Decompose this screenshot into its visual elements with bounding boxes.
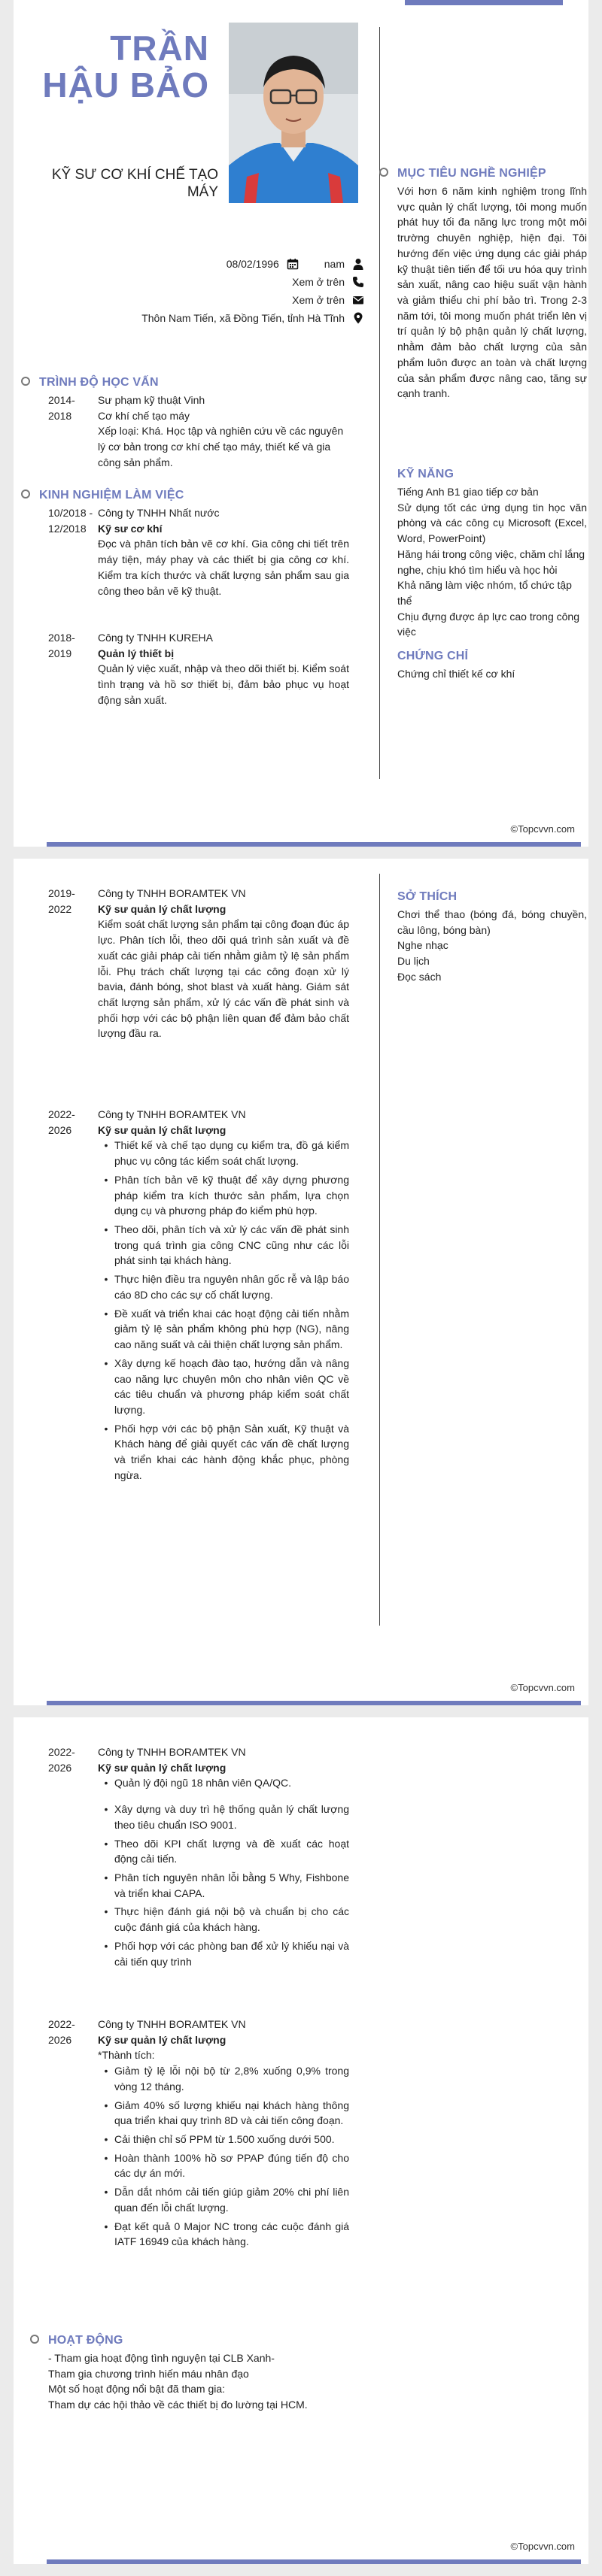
page-sheet (14, 859, 588, 1705)
experience-entry (48, 1107, 349, 1487)
education-title-text: TRÌNH ĐỘ HỌC VẤN (39, 376, 159, 389)
experience-date: 2022-2026 (48, 2018, 75, 2046)
education-school: Sư phạm kỹ thuật Vinh (98, 394, 205, 406)
bullet-text: Giảm tỷ lệ lỗi nội bộ từ 2,8% xuống 0,9% trong vòng 12 tháng. (114, 2065, 349, 2093)
contact-row-email (134, 293, 364, 308)
education-date: 2014-2018 (48, 394, 75, 422)
bullet-text: Thiết kế và chế tạo dụng cụ kiểm tra, đồ gá kiểm phục vụ công tác kiểm soát chất lượng. (114, 1139, 349, 1168)
experience-description: Đọc và phân tích bản vẽ cơ khí. Gia công chi tiết trên máy tiện, máy phay và các thiết bị gia công cơ khí. Kiểm tra kích thước và chất lượng sản phẩm sau gia công theo bản vẽ kỹ thuật. (98, 538, 349, 597)
experience-bullet: • Thiết kế và chế tạo dụng cụ kiểm tra, đồ gá kiểm phục vụ công tác kiểm soát chất lượng. (98, 1138, 349, 1168)
experience-section-title (39, 487, 184, 505)
job-title: KỸ SƯ CƠ KHÍ CHẾ TẠO MÁY (51, 167, 218, 200)
bullet-text: Hoàn thành 100% hồ sơ PPAP đúng tiến độ cho các dự án mới. (114, 2151, 349, 2180)
footer-watermark: ©Topcvvn.com (510, 2540, 575, 2552)
hobby-item: Đọc sách (397, 970, 442, 983)
bullet-text: Phối hợp với các phòng ban để xử lý khiếu nại và cải tiến quy trình (114, 1939, 349, 1968)
experience-bullet: • Phối hợp với các bộ phận Sản xuất, Kỹ thuật và Khách hàng để giải quyết các vấn đề chất lượng và triển khai các hành động khắc phục, phòng ngừa. (98, 1421, 349, 1483)
hobby-item: Du lịch (397, 955, 430, 968)
top-accent-bar (405, 0, 563, 5)
experience-date: 2022-2026 (48, 1746, 75, 1774)
experience-date: 10/2018 - 12/2018 (48, 507, 93, 535)
hobbies-section-title (397, 889, 457, 906)
experience-title-text: KINH NGHIỆM LÀM VIỆC (39, 489, 184, 502)
section-bullet (379, 168, 388, 177)
bullet-text: Xây dựng và duy trì hệ thống quản lý chất lượng theo tiêu chuẩn ISO 9001. (114, 1803, 349, 1831)
gender-value: nam (324, 258, 345, 270)
certificates-section-title (397, 648, 468, 665)
education-section-title (39, 374, 159, 392)
skill-item: Khả năng làm việc nhóm, tổ chức tập thể (397, 579, 572, 608)
experience-role: Kỹ sư quản lý chất lượng (98, 1123, 227, 1136)
experience-company: Công ty TNHH KUREHA (98, 632, 214, 644)
achievement-bullet: • Hoàn thành 100% hồ sơ PPAP đúng tiến độ cho các dự án mới. (98, 2150, 349, 2181)
bullet-text: Quản lý đội ngũ 18 nhân viên QA/QC. (114, 1777, 292, 1790)
bullet-text: Phân tích nguyên nhân lỗi bằng 5 Why, Fishbone và triển khai CAPA. (114, 1871, 349, 1899)
experience-entry (48, 505, 349, 599)
experience-bullet: • Thực hiện điều tra nguyên nhân gốc rễ và lập báo cáo 8D cho các sự cố chất lượng. (98, 1271, 349, 1302)
experience-entry (48, 2017, 349, 2253)
section-bullet (21, 377, 30, 386)
activities-title-text: HOẠT ĐỘNG (48, 2334, 123, 2347)
objective-section-title (397, 165, 546, 183)
certificates-title-text: CHỨNG CHỈ (397, 650, 469, 662)
experience-bullet: • Theo dõi, phân tích và xử lý các vấn đề phát sinh trong quá trình gia công CNC cũng như các lỗi phát sinh tại khách hàng. (98, 1222, 349, 1268)
activities-list (48, 2350, 349, 2413)
bullet-text: Thực hiện đánh giá nội bộ và chuẩn bị cho các cuộc đánh giá của khách hàng. (114, 1905, 349, 1934)
bullet-text: Phân tích bản vẽ kỹ thuật để xây dựng phương pháp kiểm tra kích thước sản phẩm, lựa chọn dụng cụ và phương pháp đo kiểm phù hợp. (114, 1173, 349, 1217)
experience-company: Công ty TNHH BORAMTEK VN (98, 1108, 246, 1120)
activity-line: Một số hoạt động nổi bật đã tham gia: (48, 2383, 226, 2396)
experience-entry (48, 1744, 349, 1972)
objective-title-text: MỤC TIÊU NGHỀ NGHIỆP (397, 167, 546, 180)
education-entry (48, 392, 349, 471)
education-description: Xếp loại: Khá. Học tập và nghiên cứu về các nguyên lý cơ bản trong cơ khí chế tạo máy, thiết kế và gia công sản phẩm. (98, 425, 344, 468)
skill-item: Sử dụng tốt các ứng dụng tin học văn phòng và các công cụ Microsoft (Excel, Word, PowerPoint) (397, 501, 587, 545)
experience-role: Kỹ sư quản lý chất lượng (98, 902, 227, 915)
experience-role: Quản lý thiết bị (98, 647, 175, 659)
contact-row-address (134, 311, 364, 326)
achievement-bullet: • Giảm 40% số lượng khiếu nại khách hàng thông qua triển khai quy trình 8D và cải tiến công đoạn. (98, 2098, 349, 2129)
achievement-bullet: • Đạt kết quả 0 Major NC trong các cuộc đánh giá IATF 16949 của khách hàng. (98, 2219, 349, 2250)
cv-page-3 (0, 1717, 602, 2576)
bullet-text: Cải thiện chỉ số PPM từ 1.500 xuống dưới 500. (114, 2133, 335, 2146)
activity-line: Tham gia chương trình hiến máu nhân đạo (48, 2367, 249, 2380)
experience-date: 2022-2026 (48, 1108, 75, 1136)
contact-row-birthdate (134, 257, 364, 271)
bullet-text: Giảm 40% số lượng khiếu nại khách hàng thông qua triển khai quy trình 8D và cải tiến công đoạn. (114, 2099, 349, 2127)
avatar-photo (229, 23, 358, 203)
certificate-item: Chứng chỉ thiết kế cơ khí (397, 668, 515, 680)
cv-page-1 (0, 0, 602, 859)
experience-company: Công ty TNHH BORAMTEK VN (98, 1746, 246, 1758)
achievement-bullet: • Dẫn dắt nhóm cải tiến giúp giảm 20% chi phí liên quan đến lỗi chất lượng. (98, 2184, 349, 2215)
bullet-text: Dẫn dắt nhóm cải tiến giúp giảm 20% chi phí liên quan đến lỗi chất lượng. (114, 2186, 349, 2214)
bullet-text: Thực hiện điều tra nguyên nhân gốc rễ và lập báo cáo 8D cho các sự cố chất lượng. (114, 1273, 349, 1301)
bottom-accent-bar (47, 1701, 581, 1705)
bullet-text: Đề xuất và triển khai các hoạt động cải tiến nhằm giảm tỷ lệ sản phẩm không phù hợp (NG), nâng cao năng suất và cải thiện chất lượng sản phẩm. (114, 1307, 349, 1351)
experience-bullet: • Xây dựng và duy trì hệ thống quản lý chất lượng theo tiêu chuẩn ISO 9001. (98, 1802, 349, 1832)
bullet-text: Theo dõi, phân tích và xử lý các vấn đề phát sinh trong quá trình gia công CNC cũng như các lỗi phát sinh tại khách hàng. (114, 1223, 349, 1267)
experience-role: Kỹ sư quản lý chất lượng (98, 1761, 227, 1774)
bottom-accent-bar (47, 842, 581, 847)
bullet-text: Xây dựng kế hoạch đào tạo, hướng dẫn và nâng cao năng lực chuyên môn cho nhân viên QC về các tiêu chuẩn và phương pháp kiểm soát chất lượng. (114, 1356, 349, 1416)
section-bullet (30, 2335, 39, 2344)
achievement-bullet: • Cải thiện chỉ số PPM từ 1.500 xuống dưới 500. (98, 2132, 349, 2147)
contact-info (134, 257, 364, 329)
achievements-label: *Thành tích: (98, 2049, 155, 2062)
experience-entry (48, 630, 349, 708)
experience-description: Kiểm soát chất lượng sản phẩm tại công đoạn đúc áp lực. Phân tích lỗi, theo dõi quá trình sản xuất và đề xuất các giải pháp cải tiến nhằm giảm tỷ lệ sản phẩm lỗi. Phụ trách chất lượng tại các công đoạn xử lý bavia, đánh bóng, shot blast và xuất hàng. Giám sát chất lượng sản phẩm, xử lý các vấn đề phát sinh và phối hợp với các bộ phận liên quan để đảm bảo chất lượng đầu ra. (98, 918, 349, 1040)
phone-value: Xem ở trên (292, 275, 345, 288)
candidate-name: TRẦN HẬU BẢO (42, 29, 209, 105)
experience-bullet: • Thực hiện đánh giá nội bộ và chuẩn bị cho các cuộc đánh giá của khách hàng. (98, 1904, 349, 1935)
objective-text: Với hơn 6 năm kinh nghiệm trong lĩnh vực quản lý chất lượng, tôi mong muốn phát huy tối đa năng lực trong một môi trường chuyên nghiệp, hiện đại. Tôi hướng đến việc ứng dụng các giải pháp kỹ thuật tiên tiến để tối ưu hóa quy trình sản xuất, nâng cao hiệu suất vận hành và giảm thiểu chi phí bảo trì. Trong 2-3 năm tới, tôi mong muốn phát triển lên vị trí quản lý bộ phận quản lý chất lượng, nhằm đảm bảo chất lượng của sản phẩm luôn được an toàn và chất lượng của sản phẩm được nâng cao, tăng sự cạnh tranh. (397, 185, 587, 400)
experience-bullet: • Theo dõi KPI chất lượng và đề xuất các hoạt động cải tiến. (98, 1836, 349, 1867)
experience-bullet: • Quản lý đội ngũ 18 nhân viên QA/QC. (98, 1775, 349, 1791)
hobby-item: Nghe nhạc (397, 939, 448, 952)
experience-bullet: • Phân tích nguyên nhân lỗi bằng 5 Why, Fishbone và triển khai CAPA. (98, 1870, 349, 1901)
address-value: Thôn Nam Tiến, xã Đồng Tiến, tỉnh Hà Tĩnh (141, 311, 345, 324)
experience-company: Công ty TNHH Nhất nước (98, 507, 220, 519)
bullet-text: Theo dõi KPI chất lượng và đề xuất các hoạt động cải tiến. (114, 1837, 349, 1865)
footer-watermark: ©Topcvvn.com (510, 1681, 575, 1693)
experience-company: Công ty TNHH BORAMTEK VN (98, 2018, 246, 2030)
experience-bullet: • Xây dựng kế hoạch đào tạo, hướng dẫn và nâng cao năng lực chuyên môn cho nhân viên QC về các tiêu chuẩn và phương pháp kiểm soát chất lượng. (98, 1356, 349, 1418)
experience-entry (48, 886, 349, 1041)
skills-title-text: KỸ NĂNG (397, 468, 455, 480)
experience-role: Kỹ sư cơ khí (98, 522, 163, 535)
calendar-icon (287, 258, 299, 270)
birthdate-value: 08/02/1996 (226, 258, 279, 270)
activity-line: - Tham gia hoạt động tình nguyện tại CLB Xanh- (48, 2352, 275, 2364)
phone-icon (352, 276, 364, 288)
contact-row-phone (134, 275, 364, 289)
experience-bullet: • Phối hợp với các phòng ban để xử lý khiếu nại và cải tiến quy trình (98, 1938, 349, 1969)
page-sheet (14, 1717, 588, 2564)
experience-description: Quản lý việc xuất, nhập và theo dõi thiết bị. Kiểm soát tình trạng và hồ sơ thiết bị, đảm bảo phục vụ hoạt động sản xuất. (98, 662, 349, 706)
page-sheet (14, 0, 588, 847)
hobbies-title-text: SỞ THÍCH (397, 890, 458, 903)
footer-watermark: ©Topcvvn.com (510, 823, 575, 835)
achievement-bullet: • Giảm tỷ lệ lỗi nội bộ từ 2,8% xuống 0,9% trong vòng 12 tháng. (98, 2063, 349, 2094)
hobbies-list (397, 907, 587, 985)
experience-bullet: • Phân tích bản vẽ kỹ thuật để xây dựng phương pháp kiểm tra kích thước sản phẩm, lựa chọn dụng cụ và phương pháp đo kiểm phù hợp. (98, 1172, 349, 1219)
section-bullet (21, 489, 30, 499)
map-pin-icon (352, 312, 364, 324)
experience-bullet: • Đề xuất và triển khai các hoạt động cải tiến nhằm giảm tỷ lệ sản phẩm không phù hợp (NG), nâng cao năng suất và cải thiện chất lượng sản phẩm. (98, 1306, 349, 1353)
bullet-text: Phối hợp với các bộ phận Sản xuất, Kỹ thuật và Khách hàng để giải quyết các vấn đề chất lượng và triển khai các hành động khắc phục, phòng ngừa. (114, 1422, 349, 1481)
experience-company: Công ty TNHH BORAMTEK VN (98, 887, 246, 899)
column-divider (379, 27, 380, 779)
bullet-text: Đạt kết quả 0 Major NC trong các cuộc đánh giá IATF 16949 của khách hàng. (114, 2220, 349, 2248)
envelope-icon (352, 294, 364, 306)
cv-page-2 (0, 859, 602, 1717)
skill-item: Tiếng Anh B1 giao tiếp cơ bản (397, 486, 539, 498)
skills-list (397, 484, 587, 640)
skill-item: Chịu đựng được áp lực cao trong công việc (397, 610, 579, 638)
email-value: Xem ở trên (292, 293, 345, 306)
experience-date: 2018-2019 (48, 632, 75, 659)
hobby-item: Chơi thể thao (bóng đá, bóng chuyền, cầu lông, bóng bàn) (397, 908, 587, 936)
person-icon (352, 258, 364, 270)
activities-section-title (48, 2332, 123, 2350)
experience-date: 2019-2022 (48, 887, 75, 915)
skill-item: Hăng hái trong công việc, chăm chỉ lắng nghe, chịu khó tìm hiểu và học hỏi (397, 547, 585, 576)
skills-section-title (397, 466, 454, 483)
experience-role: Kỹ sư quản lý chất lượng (98, 2033, 227, 2046)
column-divider (379, 874, 380, 1626)
bottom-accent-bar (47, 2559, 581, 2564)
education-major: Cơ khí chế tạo máy (98, 409, 190, 422)
activity-line: Tham dự các hội thảo về các thiết bị đo lường tại HCM. (48, 2399, 308, 2411)
